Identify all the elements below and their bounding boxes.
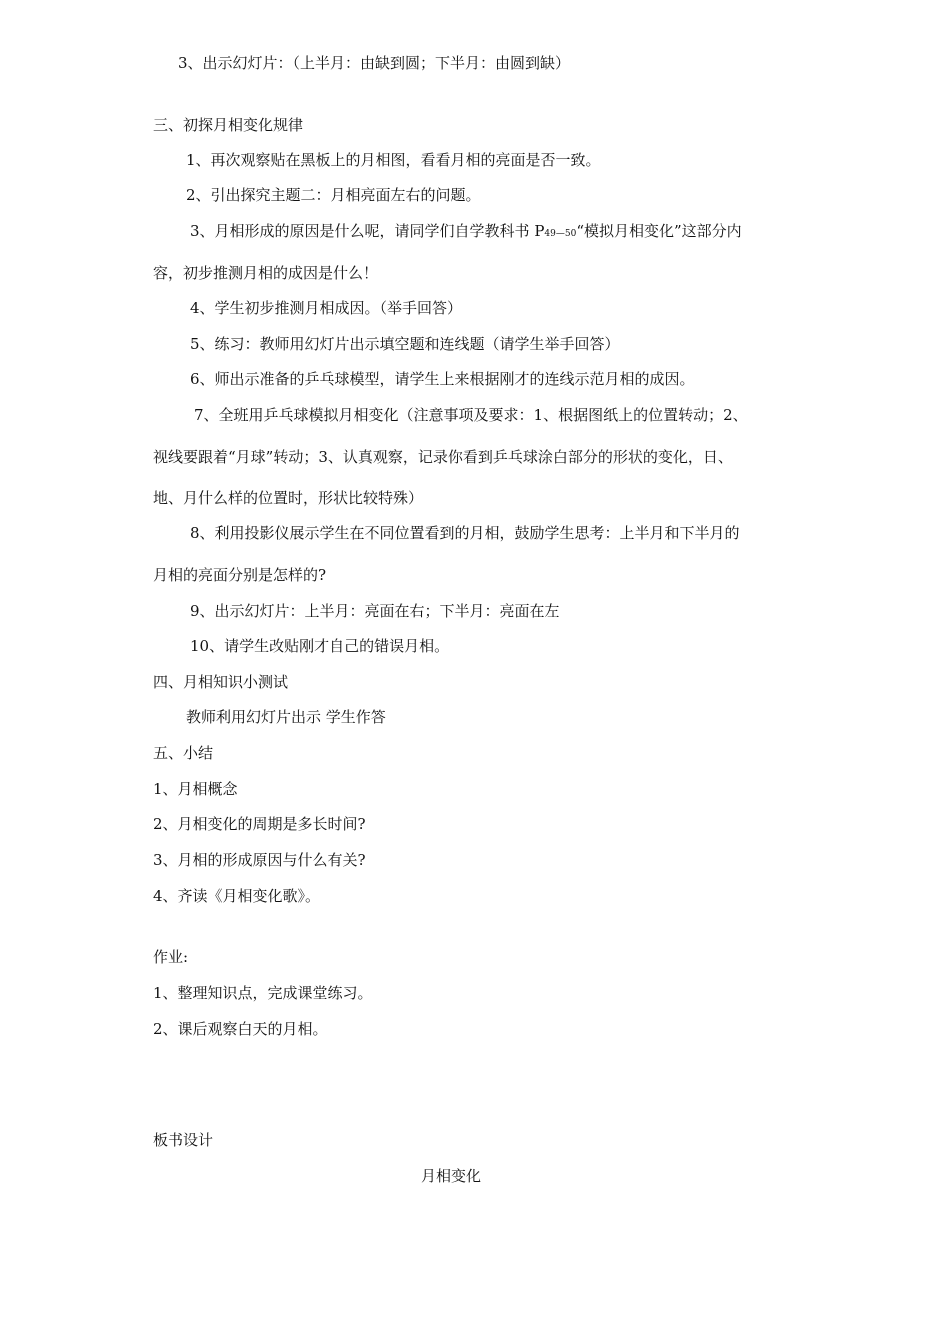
board-design-heading: 板书设计 bbox=[153, 1131, 214, 1149]
item-6: 6、师出示准备的乒乓球模型，请学生上来根据刚才的连线示范月相的成因。 bbox=[190, 370, 695, 388]
item-3-text-a: 3、月相形成的原因是什么呢，请同学们自学教科书 P bbox=[190, 222, 545, 240]
item-1: 1、再次观察贴在黑板上的月相图，看看月相的亮面是否一致。 bbox=[186, 151, 601, 169]
quiz-note: 教师利用幻灯片出示 学生作答 bbox=[186, 708, 386, 726]
summary-4: 4、齐读《月相变化歌》。 bbox=[153, 887, 321, 905]
board-design-title: 月相变化 bbox=[421, 1167, 482, 1185]
section-heading-4: 四、月相知识小测试 bbox=[153, 673, 289, 691]
item-7-continued-2: 地、月什么样的位置时，形状比较特殊） bbox=[153, 489, 424, 507]
item-10: 10、请学生改贴刚才自己的错误月相。 bbox=[190, 637, 450, 655]
section-heading-5: 五、小结 bbox=[153, 744, 214, 762]
item-9: 9、出示幻灯片：上半月：亮面在右；下半月：亮面在左 bbox=[190, 602, 560, 620]
step-3-slide: 3、出示幻灯片：（上半月：由缺到圆；下半月：由圆到缺） bbox=[178, 54, 571, 72]
homework-1: 1、整理知识点，完成课堂练习。 bbox=[153, 984, 373, 1002]
item-3-text-b: “模拟月相变化”这部分内 bbox=[576, 222, 742, 240]
item-7-continued-1: 视线要跟着“月球”转动；3、认真观察，记录你看到乒乓球涂白部分的形状的变化，日、 bbox=[153, 448, 733, 466]
section-heading-3: 三、初探月相变化规律 bbox=[153, 116, 304, 134]
item-4: 4、学生初步推测月相成因。（举手回答） bbox=[190, 299, 463, 317]
summary-1: 1、月相概念 bbox=[153, 780, 238, 798]
item-7: 7、全班用乒乓球模拟月相变化（注意事项及要求：1、根据图纸上的位置转动；2、 bbox=[194, 406, 748, 424]
item-8-continued: 月相的亮面分别是怎样的? bbox=[153, 566, 327, 584]
homework-2: 2、课后观察白天的月相。 bbox=[153, 1020, 328, 1038]
item-2: 2、引出探究主题二：月相亮面左右的问题。 bbox=[186, 186, 481, 204]
item-3-continued: 容，初步推测月相的成因是什么！ bbox=[153, 264, 379, 282]
item-5: 5、练习：教师用幻灯片出示填空题和连线题（请学生举手回答） bbox=[190, 335, 620, 353]
summary-3: 3、月相的形成原因与什么有关? bbox=[153, 851, 366, 869]
homework-heading: 作业: bbox=[153, 948, 189, 966]
item-3 bbox=[190, 221, 742, 244]
summary-2: 2、月相变化的周期是多长时间? bbox=[153, 815, 366, 833]
item-8: 8、利用投影仪展示学生在不同位置看到的月相，鼓励学生思考：上半月和下半月的 bbox=[190, 524, 740, 542]
page-range: 49—50 bbox=[544, 229, 577, 239]
